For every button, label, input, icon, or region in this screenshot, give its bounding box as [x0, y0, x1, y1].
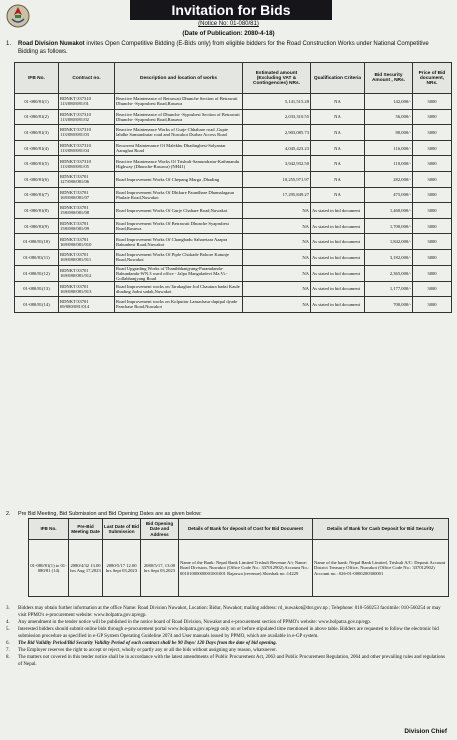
table-cell: NA	[311, 171, 365, 187]
table-cell: Road Improvement works on Tarakaghar Jod Chautara badai Kaule dhading Jodni sadak,Nuwakot	[115, 281, 243, 297]
schedule-heading	[6, 511, 448, 517]
table-cell: 3,942,932.50	[243, 156, 311, 172]
note-text: Any amendment in the tender notice will be published in the notice board of Road Division, Nuwakot and e-procurement section of PPMO's website: www.bolpatra.gov.np/egp.	[18, 620, 371, 625]
column-header: Details of Bank for Cash Deposit for Bid Security	[313, 519, 449, 540]
table-row	[15, 171, 452, 187]
table-cell: 3000	[413, 109, 452, 125]
table-cell: 1,177,000/-	[365, 281, 413, 297]
table-cell: 2080/5/17 12.00 hrs Sept 03,2023	[103, 540, 141, 597]
list-item	[6, 619, 448, 626]
table-cell: 3000	[413, 171, 452, 187]
table-cell: Reactive Maintenance of Dhunche -Syprubesi Section of Betrawati Dhunche -Syaprubesi Road,Rasuwa	[115, 109, 243, 125]
table-cell: 116,000/-	[365, 140, 413, 156]
table-row	[15, 156, 452, 172]
table-cell: 5,141,515.28	[243, 94, 311, 110]
table-cell: 01-080/81(5)	[15, 156, 59, 172]
column-header: Contract no.	[59, 63, 115, 94]
note-number: 5.	[6, 627, 10, 632]
intro-org: Road Division Nuwakot	[18, 41, 85, 47]
list-item	[6, 654, 448, 668]
table-cell: NA	[243, 203, 311, 219]
table-row	[29, 540, 449, 597]
table-cell: Name of the Bank: Nepal Bank Limited Trishuli Revenue A/c Name: Road Division, Nuwakot (Office Code No.: 337012902) Account No.: 00101000000001001001 Rajaswa (revenue) Shirshak no.:14229	[179, 540, 313, 597]
table-cell: RDNKT/33701 169/080/081/011	[59, 249, 115, 265]
table-cell: 282,000/-	[365, 171, 413, 187]
table-cell: 3000	[413, 125, 452, 141]
column-header: Pre-Bid Meeting Date	[69, 519, 103, 540]
table-cell: 01-080/81(4)	[15, 140, 59, 156]
table-cell: NA	[311, 187, 365, 203]
table-cell: RDNKT/33701 127/080/081/06	[59, 171, 115, 187]
list-item	[6, 626, 448, 640]
schedule-number: 2.	[6, 511, 11, 517]
table-cell: NA	[243, 218, 311, 234]
table-cell: 3000	[413, 187, 452, 203]
table-row	[15, 203, 452, 219]
column-header: Qualification Criteria	[311, 63, 365, 94]
note-number: 8.	[6, 655, 10, 660]
table-cell: NA	[311, 156, 365, 172]
column-header: Bid Opening Date and Address	[141, 519, 179, 540]
table-cell: NA	[243, 265, 311, 281]
table-row	[15, 281, 452, 297]
table-cell: NA	[311, 125, 365, 141]
signature-title: Division Chief	[404, 728, 447, 735]
column-header: Description and location of works	[115, 63, 243, 94]
column-header: Estimated amount (Excluding VAT & Contingencies) NRs.	[243, 63, 311, 94]
table-cell: 3000	[413, 297, 452, 313]
table-cell: 01-080/81(11)	[15, 249, 59, 265]
table-cell: NA	[311, 140, 365, 156]
note-number: 7.	[6, 648, 10, 653]
table-cell: NA	[243, 297, 311, 313]
list-item	[6, 605, 448, 619]
table-cell: Road Improvement Works Of Piple Chokade Bohore Katunje Road,Nuwakot	[115, 249, 243, 265]
table-cell: 01-080/81(10)	[15, 234, 59, 250]
table-cell: 700,000/-	[365, 297, 413, 313]
table-cell: As stated in bid document	[311, 218, 365, 234]
table-cell: RDNKT/337310 113/080/081/04	[59, 140, 115, 156]
table-row	[15, 218, 452, 234]
table-cell: 2,365,000/-	[365, 265, 413, 281]
table-cell: NA	[243, 234, 311, 250]
bids-table	[14, 62, 452, 313]
column-header: Price of Bid document, NRs.	[413, 63, 452, 94]
table-cell: 01-080/81(12)	[15, 265, 59, 281]
table-cell: NA	[311, 109, 365, 125]
note-text: Bidders may obtain further information at the office Name: Road Division Nuwakot, Location: Bidur, Nuwakot; mailing address: rd_nuwakot@dor.gov.np ; Telephone: 010-560253 facsimile: 010-560254 or may visit PPMO's e-procurement website: www.bolpatra.gov.np/egp.	[18, 606, 441, 618]
list-item	[6, 647, 448, 654]
table-cell: 3000	[413, 249, 452, 265]
table-cell: 01-080/81(3)	[15, 125, 59, 141]
table-cell: 01-080/81(9)	[15, 218, 59, 234]
table-cell: 3000	[413, 265, 452, 281]
table-cell: 1,842,000/-	[365, 234, 413, 250]
table-cell: 3000	[413, 156, 452, 172]
note-number: 6.	[6, 641, 10, 646]
note-text: The matters not covered in this tender notice shall be in accordance with the latest amendments of Public Procurement Act, 2063 and Public Procurement Regulation, 2064 and other prevailing rules and regulations of Nepal.	[18, 655, 445, 667]
table-row	[15, 249, 452, 265]
table-row	[15, 109, 452, 125]
table-cell: NA	[311, 94, 365, 110]
table-cell: RDNKT/33701 158/080/081/08	[59, 203, 115, 219]
table-cell: 2080/4/32 13.00 hrs Aug 17,2023	[69, 540, 103, 597]
table-cell: 01-080/81(14)	[15, 297, 59, 313]
table-cell: Road Upgrading Works of Thanthbhanjyang-Paramdanda-Bahundanda-WN.3 ward office - Jalpa Mangaladevi Ma.Vi.- Gollabhanjyang Road	[115, 265, 243, 281]
table-row	[15, 94, 452, 110]
table-cell: 80,000/-	[365, 125, 413, 141]
table-cell: RDNKT/337310 113/080/081/02	[59, 109, 115, 125]
table-cell: 3,182,000/-	[365, 249, 413, 265]
table-cell: RDNKT/337310 113/080/081/03	[59, 125, 115, 141]
page-title: Invitation for Bids	[130, 0, 332, 20]
table-cell: As stated in bid document	[311, 265, 365, 281]
schedule-table-header	[29, 519, 449, 540]
note-text: The Bid Validity Period/Bid Security Validity Period of each contract shall be 90 Days/ 120 Days from the date of bid opening.	[18, 641, 277, 646]
table-cell: 4,045,423.23	[243, 140, 311, 156]
table-cell: NA	[243, 281, 311, 297]
table-cell: 10,255,971.97	[243, 171, 311, 187]
intro-text: invites Open Competitive Bidding (E-Bids only) from eligible bidders for the Road Construction Works under National Competitive Bidding as follows.	[18, 41, 429, 55]
table-cell: 56,000/-	[365, 109, 413, 125]
table-row	[15, 140, 452, 156]
table-cell: 3000	[413, 94, 452, 110]
table-cell: Road Improvement Works Of Dhikure Paundhare Dhamalagaun Phulate Road,Nuwakot	[115, 187, 243, 203]
table-cell: Road Improvement Works Of Chepang Marga ,Dhading	[115, 171, 243, 187]
schedule-table	[28, 518, 449, 597]
table-cell: Reactive Maintenance of Betrawati Dhunche Section of Betrawati Dhunche -Syaprubesi Road,Rasuwa	[115, 94, 243, 110]
table-cell: 3000	[413, 218, 452, 234]
table-cell: 110,000/-	[365, 156, 413, 172]
table-cell: 475,000/-	[365, 187, 413, 203]
table-cell: As stated in bid document	[311, 234, 365, 250]
table-cell: 3000	[413, 203, 452, 219]
table-cell: As stated in bid document	[311, 203, 365, 219]
table-cell: 3000	[413, 281, 452, 297]
table-cell: 17,295,849.27	[243, 187, 311, 203]
table-cell: RDNKT/33701 169/080/081/013	[59, 281, 115, 297]
table-cell: As stated in bid document	[311, 249, 365, 265]
publication-date: (Date of Publication: 2080-4-18)	[182, 30, 275, 37]
schedule-text: Pre Bid Meeting, Bid Submission and Bid Opening Dates are as given below:	[18, 511, 202, 517]
table-cell: 01-080/81(2)	[15, 109, 59, 125]
table-cell: RDNKT/33701 169/080/081/07	[59, 187, 115, 203]
table-cell: Name of the bank: Nepal Bank Limited, Trishuli A/C: Deposit Account District Treasury Office, Nuwakot (Office Code No.: 337012902) Account no.: 026-01-0000200300001	[313, 540, 449, 597]
notice-number: (Notice No: 01-080/81)	[198, 21, 259, 27]
table-cell: 01-080/81(1) to 01-080/81 (14)	[29, 540, 69, 597]
table-cell: 2,903,085.73	[243, 125, 311, 141]
table-cell: 01-080/81(6)	[15, 171, 59, 187]
table-cell: RDNKT/33701 69/080/081/014	[59, 297, 115, 313]
column-header: IFB No.	[15, 63, 59, 94]
note-number: 4.	[6, 620, 10, 625]
table-cell: Reactive Maintenance Works Of Trishuli-Samundratar-Kathmandu Highway (Dhunche-Rasuwa) (NH41)	[115, 156, 243, 172]
column-header: Bid Security Amount , NRs.	[365, 63, 413, 94]
table-cell: 3000	[413, 234, 452, 250]
intro-number: 1.	[6, 41, 12, 47]
table-cell: RDNKT/337310 113/080/081/01	[59, 94, 115, 110]
table-cell: Recurrent Maintenance Of Malekhu Dhadingbesi-Salyantar Aarughat Road	[115, 140, 243, 156]
note-text: Interested bidders should submit online bids through e-procurement portal www.bolpatra.gov.np/egp only on or before stipulated time mentioned in above table. Bidders are requested to follow the electronic bid submission procedure as specified in e-GP System Operating Guideline 2074 and User manuals issued by PPMO, which are available in e-GP system.	[18, 627, 439, 639]
table-cell: 01-080/81(1)	[15, 94, 59, 110]
table-cell: 1,700,000/-	[365, 218, 413, 234]
table-row	[15, 234, 452, 250]
table-cell: RDNKT/33701 158/080/081/09	[59, 218, 115, 234]
table-row	[15, 187, 452, 203]
table-cell: RDNKT/33701 169/080/081/010	[59, 234, 115, 250]
table-cell: 01-080/81(8)	[15, 203, 59, 219]
table-row	[15, 265, 452, 281]
table-cell: As stated in bid document	[311, 297, 365, 313]
table-cell: Road Improvement Works Of Gurje Chahare Road,Nuwakot	[115, 203, 243, 219]
table-cell: As stated in bid document	[311, 281, 365, 297]
table-cell: 1,460,000/-	[365, 203, 413, 219]
column-header: Details of Bank for deposit of Cost for Bid Document	[179, 519, 313, 540]
table-cell: 2080/5/17, 13.00 hrs Sept 03,2023	[141, 540, 179, 597]
table-cell: Road Improvement works on Kolputtar Lamachaur dupipal dyade Panchase Road,Nuwakot	[115, 297, 243, 313]
column-header: IFB No.	[29, 519, 69, 540]
table-cell: NA	[243, 249, 311, 265]
intro-paragraph	[6, 40, 448, 56]
table-cell: 01-080/81(13)	[15, 281, 59, 297]
table-cell: RDNKT/337310 113/080/081/05	[59, 156, 115, 172]
table-row	[15, 125, 452, 141]
list-item	[6, 640, 448, 647]
table-cell: Road Improvement Works Of Changbadu Saharetaar Aaapra Bahunbesi Road,Nuwakot	[115, 234, 243, 250]
table-cell: Reactive Maintenance Works of Gurje Chhahare road ,Gupte lahdhe Samundratar road and Nuwakot Durbar Access Road	[115, 125, 243, 141]
table-cell: 3000	[413, 140, 452, 156]
table-cell: 2,033,310.55	[243, 109, 311, 125]
table-row	[15, 297, 452, 313]
table-cell: 142,000/-	[365, 94, 413, 110]
table-cell: RDNKT/33701 169/080/081/012	[59, 265, 115, 281]
table-cell: Road Improvement Works Of Betrawati Dhunche Syaprubesi Road,Rasuwa	[115, 218, 243, 234]
notes-list	[6, 605, 448, 668]
column-header: Last Date of Bid Submission	[103, 519, 141, 540]
table-cell: 01-080/81(7)	[15, 187, 59, 203]
note-text: The Employer reserves the right to accept or reject, wholly or partly any or all the bids without assigning any reason, whatsoever.	[18, 648, 277, 653]
bids-table-header	[15, 63, 452, 94]
note-number: 3.	[6, 606, 10, 611]
